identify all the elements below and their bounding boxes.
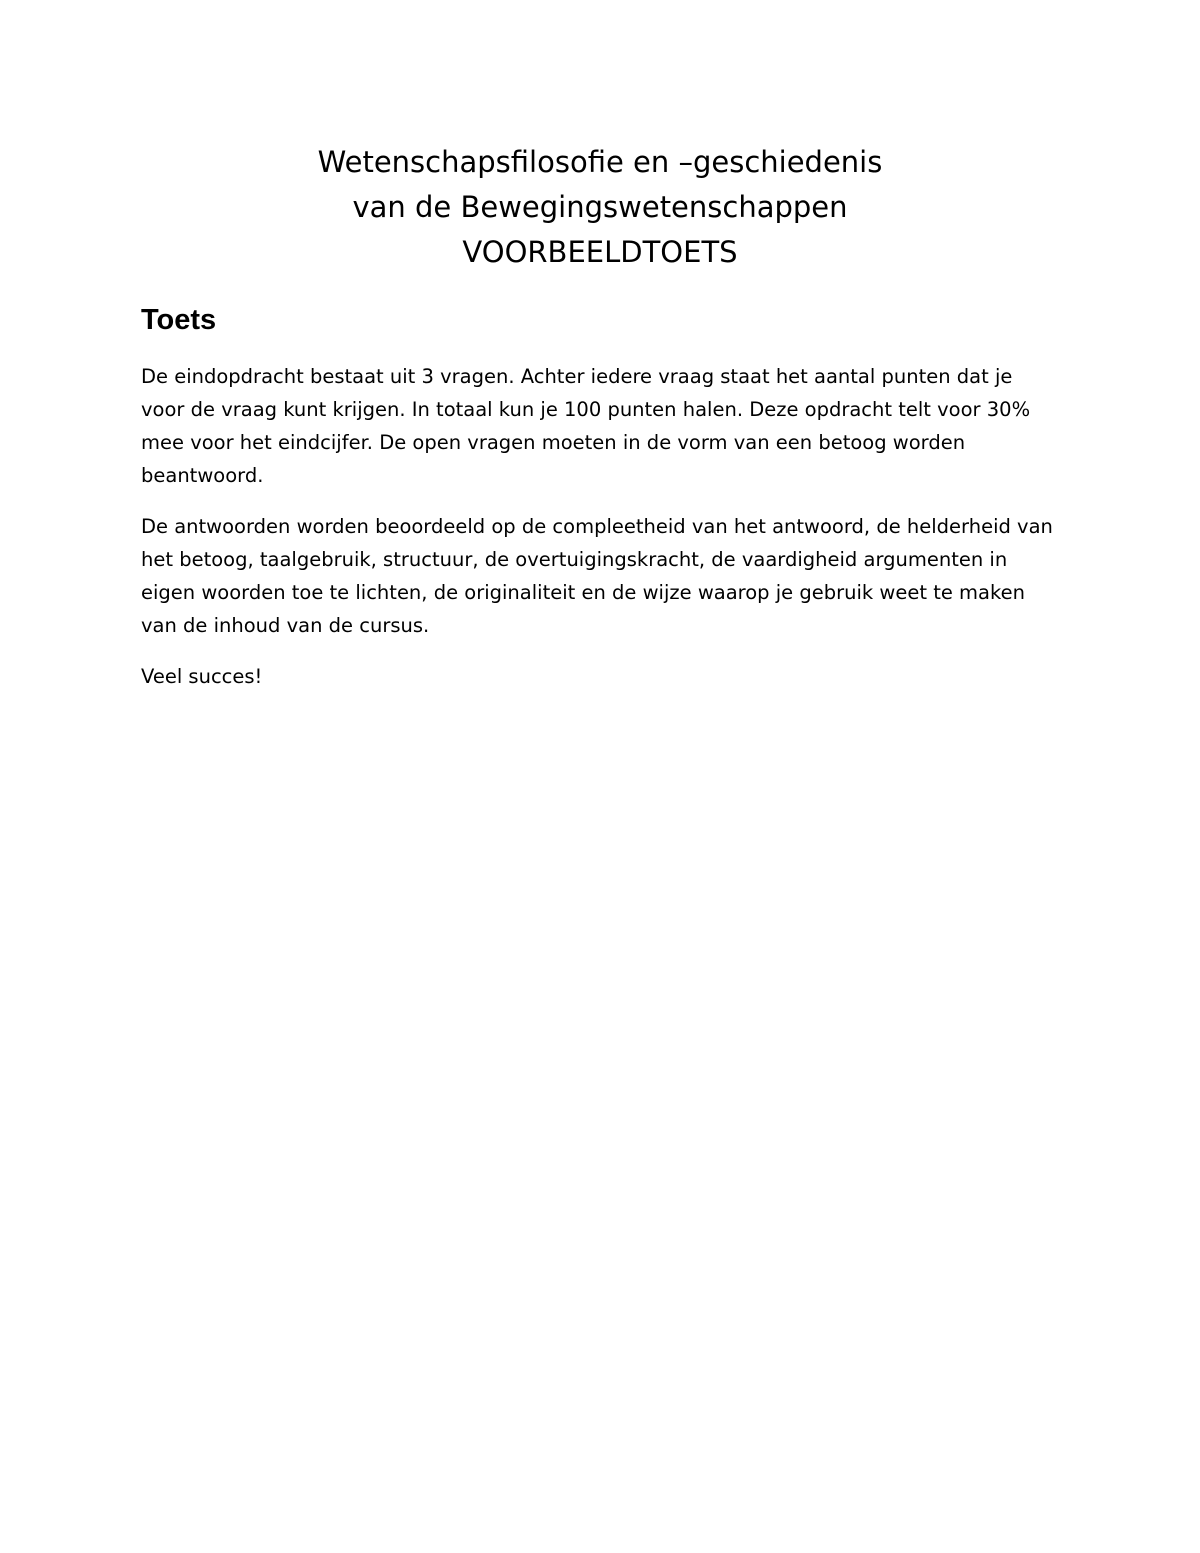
- document-title: [0, 140, 1200, 275]
- section-heading: Toets: [141, 304, 217, 336]
- title-line-3: VOORBEELDTOETS: [462, 235, 738, 269]
- closing-text: Veel succes!: [141, 665, 263, 688]
- title-line-2: van de Bewegingswetenschappen: [352, 190, 848, 224]
- instructions-paragraph: De eindopdracht bestaat uit 3 vragen. Achter iedere vraag staat het aantal punten dat je voor de vraag kunt krijgen. In totaal kun je 100 punten halen. Deze opdracht telt voor 30% mee voor het eindcijfer. De open vragen moeten in de vorm van een betoog worden beantwoord.: [141, 365, 1031, 487]
- title-line-1: Wetenschapsfilosofie en –geschiedenis: [317, 145, 883, 179]
- grading-paragraph: De antwoorden worden beoordeeld op de compleetheid van het antwoord, de helderheid van het betoog, taalgebruik, structuur, de overtuigingskracht, de vaardigheid argumenten in eigen woorden toe te lichten, de originaliteit en de wijze waarop je gebruik weet te maken van de inhoud van de cursus.: [141, 515, 1053, 637]
- document-body: [141, 300, 1061, 711]
